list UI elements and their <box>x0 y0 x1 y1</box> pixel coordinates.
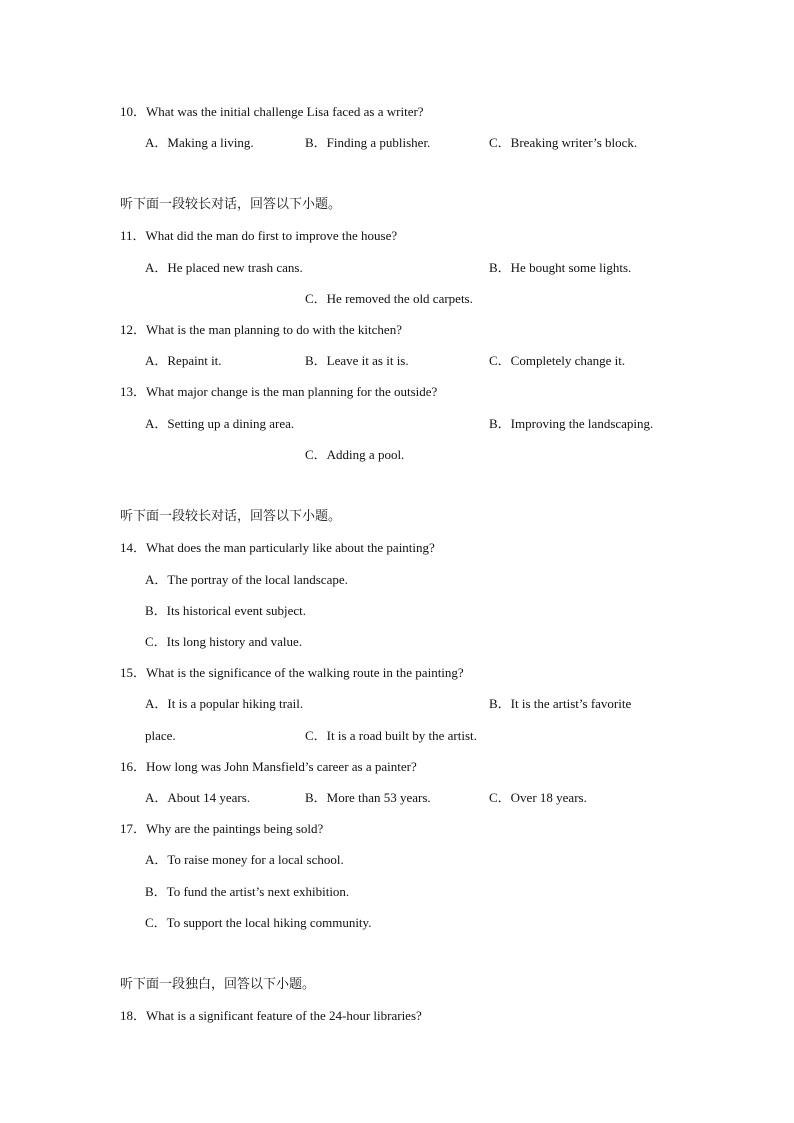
question-11-stem: 11．What did the man do first to improve the house? <box>120 228 398 243</box>
question-15-option-c[interactable]: C．It is a road built by the artist. <box>305 728 477 743</box>
question-14-option-b[interactable]: B．Its historical event subject. <box>145 603 307 618</box>
question-11-option-a[interactable]: A．He placed new trash cans. <box>145 260 303 275</box>
question-15-option-b-continued[interactable]: place. <box>145 728 176 743</box>
question-11-option-c[interactable]: C．He removed the old carpets. <box>305 291 473 306</box>
question-16-option-a[interactable]: A．About 14 years. <box>145 790 251 805</box>
question-16-option-c[interactable]: C．Over 18 years. <box>489 790 587 805</box>
question-13-stem: 13．What major change is the man planning for the outside? <box>120 384 438 399</box>
question-13-option-c[interactable]: C．Adding a pool. <box>305 447 405 462</box>
question-10-option-b[interactable]: B．Finding a publisher. <box>305 135 431 150</box>
question-13-option-b[interactable]: B．Improving the landscaping. <box>489 416 654 431</box>
question-15-stem: 15．What is the significance of the walking route in the painting? <box>120 665 464 680</box>
question-14-option-c[interactable]: C．Its long history and value. <box>145 634 303 649</box>
question-17-option-a[interactable]: A．To raise money for a local school. <box>145 852 344 867</box>
question-14-stem: 14．What does the man particularly like about the painting? <box>120 540 435 555</box>
question-12-stem: 12．What is the man planning to do with the kitchen? <box>120 322 402 337</box>
section-heading-3: 听下面一段独白，回答以下小题。 <box>120 977 316 992</box>
section-heading-1: 听下面一段较长对话，回答以下小题。 <box>120 197 342 212</box>
question-17-stem: 17．Why are the paintings being sold? <box>120 821 324 836</box>
question-15-option-b[interactable]: B．It is the artist’s favorite <box>489 696 632 711</box>
question-17-option-c[interactable]: C．To support the local hiking community. <box>145 915 372 930</box>
question-12-option-a[interactable]: A．Repaint it. <box>145 353 222 368</box>
question-14-option-a[interactable]: A．The portray of the local landscape. <box>145 572 348 587</box>
question-12-option-c[interactable]: C．Completely change it. <box>489 353 626 368</box>
question-13-option-a[interactable]: A．Setting up a dining area. <box>145 416 295 431</box>
section-heading-2: 听下面一段较长对话，回答以下小题。 <box>120 509 342 524</box>
question-10-option-c[interactable]: C．Breaking writer’s block. <box>489 135 638 150</box>
question-10-stem: 10．What was the initial challenge Lisa faced as a writer? <box>120 104 424 119</box>
question-16-option-b[interactable]: B．More than 53 years. <box>305 790 431 805</box>
question-18-stem: 18．What is a significant feature of the 24-hour libraries? <box>120 1008 422 1023</box>
question-17-option-b[interactable]: B．To fund the artist’s next exhibition. <box>145 884 350 899</box>
question-12-option-b[interactable]: B．Leave it as it is. <box>305 353 409 368</box>
question-10-option-a[interactable]: A．Making a living. <box>145 135 254 150</box>
question-11-option-b[interactable]: B．He bought some lights. <box>489 260 632 275</box>
question-16-stem: 16．How long was John Mansfield’s career as a painter? <box>120 759 417 774</box>
question-15-option-a[interactable]: A．It is a popular hiking trail. <box>145 696 304 711</box>
